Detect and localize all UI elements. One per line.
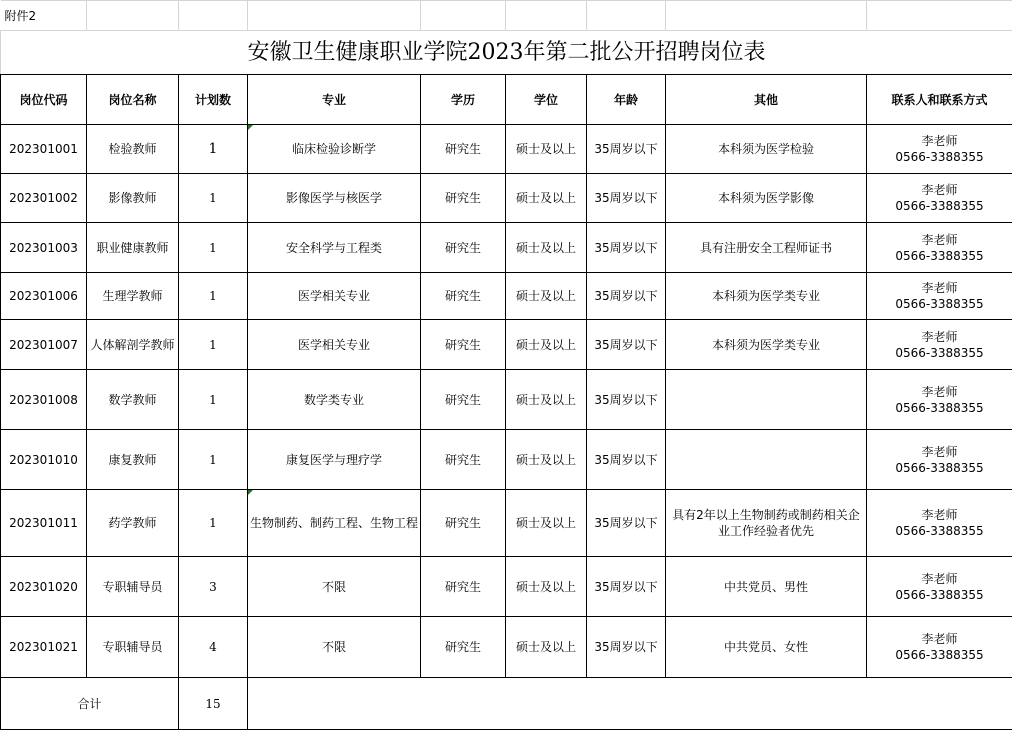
table-row xyxy=(1,273,1012,320)
table-row xyxy=(1,370,1012,430)
position-name-cell[interactable]: 影像教师 xyxy=(87,174,179,223)
major-cell[interactable]: 康复医学与理疗学 xyxy=(248,430,421,490)
header-cell[interactable]: 学历 xyxy=(421,75,506,125)
contact-name: 李老师 xyxy=(869,280,1010,296)
contact-cell[interactable] xyxy=(867,370,1012,430)
contact-name: 李老师 xyxy=(869,232,1010,248)
total-label[interactable]: 合计 xyxy=(1,678,179,730)
degree-cell[interactable]: 硕士及以上 xyxy=(506,557,587,617)
education-cell[interactable]: 研究生 xyxy=(421,174,506,223)
header-cell[interactable]: 专业 xyxy=(248,75,421,125)
major-cell[interactable]: 不限 xyxy=(248,617,421,678)
age-cell[interactable]: 35周岁以下 xyxy=(587,320,666,370)
table-row xyxy=(1,430,1012,490)
major-cell[interactable]: 数学类专业 xyxy=(248,370,421,430)
other-cell[interactable]: 本科须为医学类专业 xyxy=(666,320,867,370)
position-name-cell[interactable]: 药学教师 xyxy=(87,490,179,557)
attachment-label[interactable]: 附件2 xyxy=(1,1,87,31)
contact-name: 李老师 xyxy=(869,384,1010,400)
position-name-cell[interactable]: 人体解剖学教师 xyxy=(87,320,179,370)
cell[interactable] xyxy=(87,1,179,31)
contact-cell[interactable] xyxy=(867,490,1012,557)
contact-name: 李老师 xyxy=(869,133,1010,149)
contact-cell[interactable] xyxy=(867,320,1012,370)
contact-cell[interactable] xyxy=(867,557,1012,617)
age-cell[interactable]: 35周岁以下 xyxy=(587,125,666,174)
major-cell[interactable]: 不限 xyxy=(248,557,421,617)
contact-name: 李老师 xyxy=(869,444,1010,460)
major-cell[interactable]: 临床检验诊断学 xyxy=(248,125,421,174)
degree-cell[interactable]: 硕士及以上 xyxy=(506,174,587,223)
other-cell[interactable]: 具有2年以上生物制药或制药相关企业工作经验者优先 xyxy=(666,490,867,557)
position-name-cell[interactable]: 职业健康教师 xyxy=(87,223,179,273)
title-row xyxy=(1,31,1012,75)
education-cell[interactable]: 研究生 xyxy=(421,557,506,617)
education-cell[interactable]: 研究生 xyxy=(421,320,506,370)
contact-cell[interactable] xyxy=(867,273,1012,320)
contact-phone: 0566-3388355 xyxy=(869,460,1010,476)
plan-count-cell[interactable]: 1 xyxy=(179,273,248,320)
age-cell[interactable]: 35周岁以下 xyxy=(587,617,666,678)
age-cell[interactable]: 35周岁以下 xyxy=(587,557,666,617)
other-cell[interactable]: 本科须为医学类专业 xyxy=(666,273,867,320)
major-cell[interactable]: 医学相关专业 xyxy=(248,273,421,320)
page-title[interactable]: 安徽卫生健康职业学院2023年第二批公开招聘岗位表 xyxy=(1,31,1012,75)
education-cell[interactable]: 研究生 xyxy=(421,223,506,273)
total-count[interactable]: 15 xyxy=(179,678,248,730)
age-cell[interactable]: 35周岁以下 xyxy=(587,430,666,490)
education-cell[interactable]: 研究生 xyxy=(421,490,506,557)
plan-count-cell[interactable]: 3 xyxy=(179,557,248,617)
position-code-cell[interactable]: 202301008 xyxy=(1,370,87,430)
position-code-cell[interactable]: 202301020 xyxy=(1,557,87,617)
table-row xyxy=(1,174,1012,223)
contact-name: 李老师 xyxy=(869,507,1010,523)
degree-cell[interactable]: 硕士及以上 xyxy=(506,370,587,430)
table-row xyxy=(1,223,1012,273)
contact-phone: 0566-3388355 xyxy=(869,523,1010,539)
education-cell[interactable]: 研究生 xyxy=(421,430,506,490)
plan-count-cell[interactable]: 1 xyxy=(179,430,248,490)
major-cell[interactable]: 影像医学与核医学 xyxy=(248,174,421,223)
position-name-cell[interactable]: 康复教师 xyxy=(87,430,179,490)
cell[interactable] xyxy=(666,1,867,31)
other-cell[interactable]: 本科须为医学影像 xyxy=(666,174,867,223)
header-row xyxy=(1,75,1012,125)
header-cell[interactable]: 学位 xyxy=(506,75,587,125)
degree-cell[interactable]: 硕士及以上 xyxy=(506,617,587,678)
contact-cell[interactable] xyxy=(867,223,1012,273)
position-code-cell[interactable]: 202301002 xyxy=(1,174,87,223)
table-row xyxy=(1,557,1012,617)
contact-name: 李老师 xyxy=(869,631,1010,647)
other-cell[interactable] xyxy=(666,370,867,430)
position-code-cell[interactable]: 202301021 xyxy=(1,617,87,678)
contact-cell[interactable] xyxy=(867,617,1012,678)
contact-name: 李老师 xyxy=(869,182,1010,198)
position-code-cell[interactable]: 202301007 xyxy=(1,320,87,370)
plan-count-cell[interactable]: 4 xyxy=(179,617,248,678)
position-name-cell[interactable]: 专职辅导员 xyxy=(87,617,179,678)
header-cell[interactable]: 岗位名称 xyxy=(87,75,179,125)
contact-phone: 0566-3388355 xyxy=(869,296,1010,312)
major-cell[interactable]: 医学相关专业 xyxy=(248,320,421,370)
position-name-cell[interactable]: 检验教师 xyxy=(87,125,179,174)
position-code-cell[interactable]: 202301010 xyxy=(1,430,87,490)
other-cell[interactable]: 中共党员、男性 xyxy=(666,557,867,617)
other-cell[interactable]: 本科须为医学检验 xyxy=(666,125,867,174)
education-cell[interactable]: 研究生 xyxy=(421,273,506,320)
position-name-cell[interactable]: 生理学教师 xyxy=(87,273,179,320)
contact-cell[interactable] xyxy=(867,174,1012,223)
cell[interactable] xyxy=(248,1,421,31)
header-cell[interactable]: 联系人和联系方式 xyxy=(867,75,1012,125)
position-name-cell[interactable]: 专职辅导员 xyxy=(87,557,179,617)
table-row xyxy=(1,490,1012,557)
header-cell[interactable]: 年龄 xyxy=(587,75,666,125)
plan-count-cell[interactable]: 1 xyxy=(179,490,248,557)
major-cell[interactable]: 安全科学与工程类 xyxy=(248,223,421,273)
other-cell[interactable] xyxy=(666,430,867,490)
contact-cell[interactable] xyxy=(867,430,1012,490)
header-cell[interactable]: 计划数 xyxy=(179,75,248,125)
contact-phone: 0566-3388355 xyxy=(869,248,1010,264)
table-row xyxy=(1,617,1012,678)
major-cell[interactable]: 生物制药、制药工程、生物工程 xyxy=(248,490,421,557)
plan-count-cell[interactable]: 1 xyxy=(179,370,248,430)
position-code-cell[interactable]: 202301001 xyxy=(1,125,87,174)
contact-name: 李老师 xyxy=(869,329,1010,345)
degree-cell[interactable]: 硕士及以上 xyxy=(506,223,587,273)
contact-phone: 0566-3388355 xyxy=(869,345,1010,361)
education-cell[interactable]: 研究生 xyxy=(421,617,506,678)
contact-name: 李老师 xyxy=(869,571,1010,587)
other-cell[interactable]: 中共党员、女性 xyxy=(666,617,867,678)
degree-cell[interactable]: 硕士及以上 xyxy=(506,320,587,370)
position-code-cell[interactable]: 202301006 xyxy=(1,273,87,320)
cell[interactable] xyxy=(587,1,666,31)
plan-count-cell[interactable]: 1 xyxy=(179,174,248,223)
total-empty-cell[interactable] xyxy=(248,678,1012,730)
degree-cell[interactable]: 硕士及以上 xyxy=(506,125,587,174)
position-name-cell[interactable]: 数学教师 xyxy=(87,370,179,430)
header-cell[interactable]: 岗位代码 xyxy=(1,75,87,125)
cell[interactable] xyxy=(506,1,587,31)
age-cell[interactable]: 35周岁以下 xyxy=(587,174,666,223)
cell[interactable] xyxy=(179,1,248,31)
position-code-cell[interactable]: 202301003 xyxy=(1,223,87,273)
contact-phone: 0566-3388355 xyxy=(869,400,1010,416)
contact-phone: 0566-3388355 xyxy=(869,198,1010,214)
header-cell[interactable]: 其他 xyxy=(666,75,867,125)
degree-cell[interactable]: 硕士及以上 xyxy=(506,490,587,557)
plan-count-cell[interactable]: 1 xyxy=(179,125,248,174)
age-cell[interactable]: 35周岁以下 xyxy=(587,223,666,273)
plan-count-cell[interactable]: 1 xyxy=(179,223,248,273)
age-cell[interactable]: 35周岁以下 xyxy=(587,273,666,320)
attachment-row xyxy=(1,1,1012,31)
total-row xyxy=(1,678,1012,730)
contact-phone: 0566-3388355 xyxy=(869,149,1010,165)
table-row xyxy=(1,320,1012,370)
contact-phone: 0566-3388355 xyxy=(869,647,1010,663)
cell[interactable] xyxy=(421,1,506,31)
age-cell[interactable]: 35周岁以下 xyxy=(587,490,666,557)
contact-cell[interactable] xyxy=(867,125,1012,174)
age-cell[interactable]: 35周岁以下 xyxy=(587,370,666,430)
degree-cell[interactable]: 硕士及以上 xyxy=(506,430,587,490)
contact-phone: 0566-3388355 xyxy=(869,587,1010,603)
education-cell[interactable]: 研究生 xyxy=(421,370,506,430)
degree-cell[interactable]: 硕士及以上 xyxy=(506,273,587,320)
plan-count-cell[interactable]: 1 xyxy=(179,320,248,370)
other-cell[interactable]: 具有注册安全工程师证书 xyxy=(666,223,867,273)
position-code-cell[interactable]: 202301011 xyxy=(1,490,87,557)
education-cell[interactable]: 研究生 xyxy=(421,125,506,174)
cell[interactable] xyxy=(867,1,1012,31)
table-row xyxy=(1,125,1012,174)
